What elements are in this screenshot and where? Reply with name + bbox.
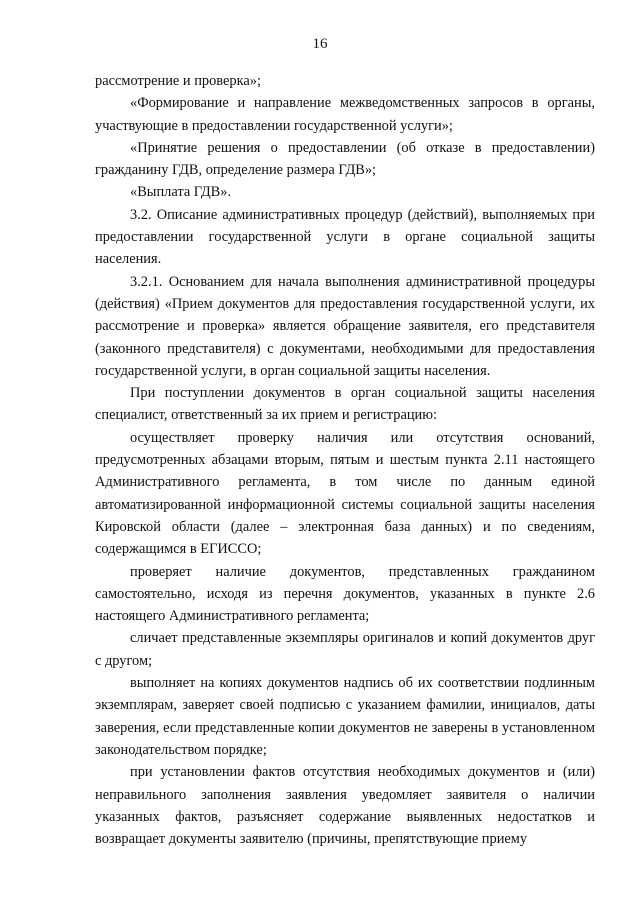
paragraph-check-grounds: осуществляет проверку наличия или отсутствия оснований, предусмотренных абзацами вторым, пятым и шестым пункта 2.11 настоящего Административного регламента, в том числе по данным единой автоматизированной информационной системы социальной защиты населения Кировской области (далее – электронная база данных) и по сведениям, содержащимся в ЕГИССО; [95,429,595,558]
paragraph-receipt-of-documents: При поступлении документов в орган социальной защиты населения специалист, ответственный за их прием и регистрацию: [95,385,595,424]
paragraph-compare-copies: сличает представленные экземпляры оригиналов и копий документов друг с другом; [95,630,595,669]
paragraph-check-documents: проверяет наличие документов, представленных гражданином самостоятельно, исходя из перечня документов, указанных в пункте 2.6 настоящего Административного регламента; [95,563,595,625]
paragraph-procedure-interagency-requests: «Формирование и направление межведомственных запросов в органы, участвующие в предоставлении государственной услуги»; [95,95,595,134]
paragraph-continuation: рассмотрение и проверка»; [95,73,261,89]
paragraph-procedure-payment: «Выплата ГДВ». [130,184,232,201]
paragraph-section-3-2-1: 3.2.1. Основанием для начала выполнения административной процедуры (действия) «Прием документов для предоставления государственной услуги, их рассмотрение и проверка» является обращение заявителя, его представителя (законного представителя) с документами, необходимыми для предоставления государственной услуги, в орган социальной защиты населения. [95,273,595,379]
paragraph-procedure-decision: «Принятие решения о предоставлении (об отказе в предоставлении) гражданину ГДВ, определение размера ГДВ»; [95,139,595,179]
document-body [95,70,595,850]
page-number: 16 [312,36,328,52]
paragraph-section-3-2: 3.2. Описание административных процедур (действий), выполняемых при предоставлении государственной услуги в органе социальной защиты населения. [95,206,595,268]
paragraph-missing-documents: при установлении фактов отсутствия необходимых документов и (или) неправильного заполнения заявления уведомляет заявителя о наличии указанных фактов, разъясняет содержание выявленных недостатков и возвращает документы заявителю (причины, препятствующие приему [95,764,595,848]
paragraph-certify-copies: выполняет на копиях документов надпись об их соответствии подлинным экземплярам, заверяет своей подписью с указанием фамилии, инициалов, даты заверения, если представленные копии документов не заверены в установленном законодательством порядке; [95,675,595,758]
